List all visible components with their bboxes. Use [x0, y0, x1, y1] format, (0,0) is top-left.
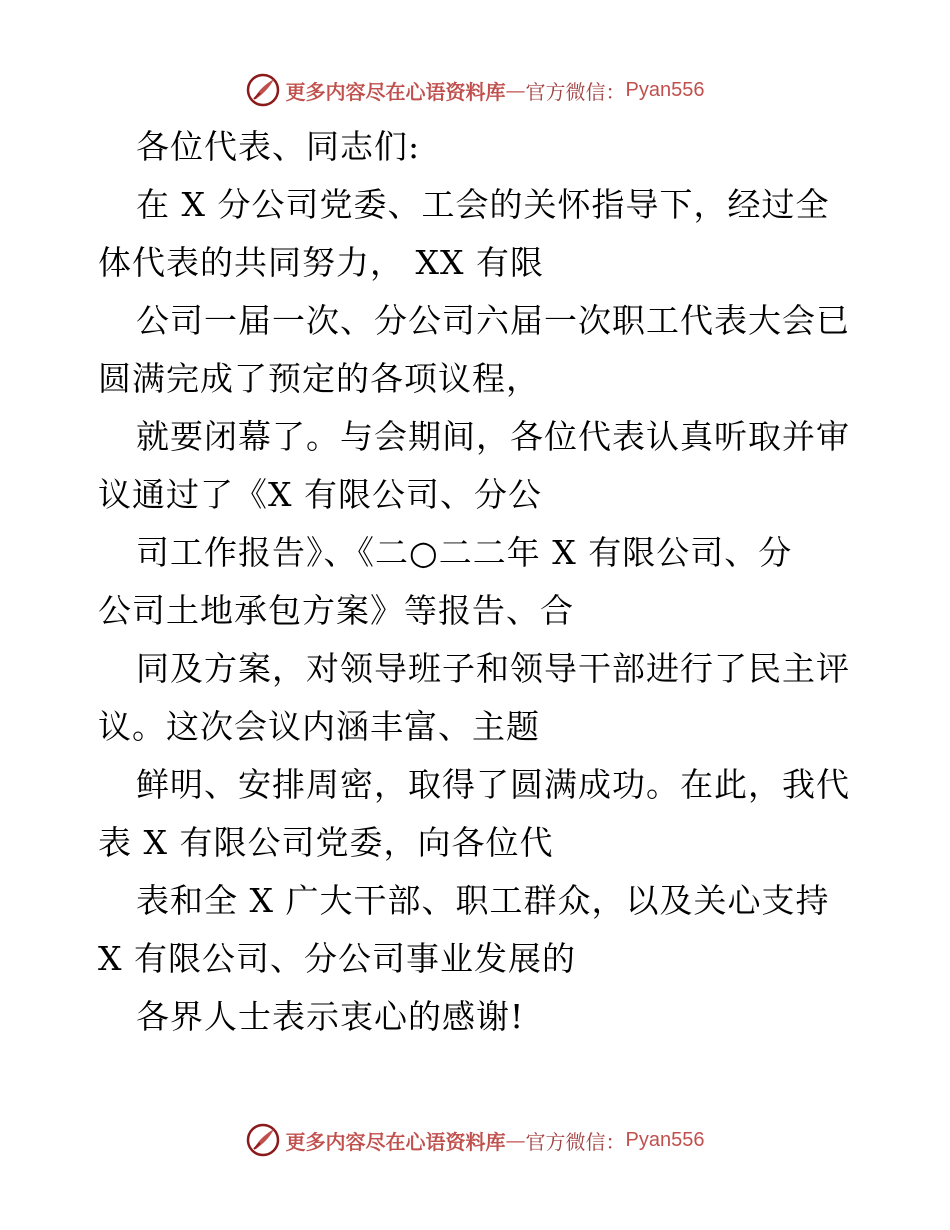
body-line-11: 议。这次会议内涵丰富、主题: [98, 707, 540, 746]
body-line-1: 各位代表、同志们:: [136, 127, 421, 166]
body-line-13: 表 X 有限公司党委，向各位代: [98, 823, 554, 862]
body-line-5: 圆满完成了预定的各项议程，: [98, 359, 540, 398]
body-line-10: 同及方案，对领导班子和领导干部进行了民主评: [136, 649, 850, 688]
watermark-id: Pyan556: [625, 78, 705, 101]
body-line-2: 在 X 分公司党委、工会的关怀指导下，经过全: [136, 185, 830, 224]
watermark-id: Pyan556: [625, 1128, 705, 1151]
header-watermark: [0, 70, 950, 110]
body-line-4: 公司一届一次、分公司六届一次职工代表大会已: [136, 301, 850, 340]
watermark-label: 官方微信：: [525, 79, 626, 104]
body-line-16: 各界人士表示衷心的感谢!: [136, 997, 525, 1036]
body-line-9: 公司土地承包方案》等报告、合: [98, 591, 574, 630]
body-line-6: 就要闭幕了。与会期间，各位代表认真听取并审: [136, 417, 850, 456]
body-line-7: 议通过了《X 有限公司、分公: [98, 475, 542, 514]
document-body: [98, 118, 898, 1046]
watermark-dash: —: [505, 1128, 526, 1152]
quill-pen-logo-icon: [246, 73, 280, 107]
quill-pen-logo-icon: [246, 1123, 280, 1157]
body-line-14: 表和全 X 广大干部、职工群众，以及关心支持: [136, 881, 830, 920]
watermark-label: 官方微信：: [525, 1129, 626, 1154]
body-line-15: X 有限公司、分公司事业发展的: [98, 939, 576, 978]
body-line-3: 体代表的共同努力， XX 有限: [98, 243, 544, 282]
watermark-main-text: 更多内容尽在心语资料库: [285, 79, 506, 104]
body-line-8: 司工作报告》、《二○二二年 X 有限公司、分: [136, 533, 793, 572]
footer-watermark: [0, 1120, 950, 1160]
watermark-main-text: 更多内容尽在心语资料库: [285, 1129, 506, 1154]
body-line-12: 鲜明、安排周密，取得了圆满成功。在此，我代: [136, 765, 850, 804]
watermark-dash: —: [505, 78, 526, 102]
